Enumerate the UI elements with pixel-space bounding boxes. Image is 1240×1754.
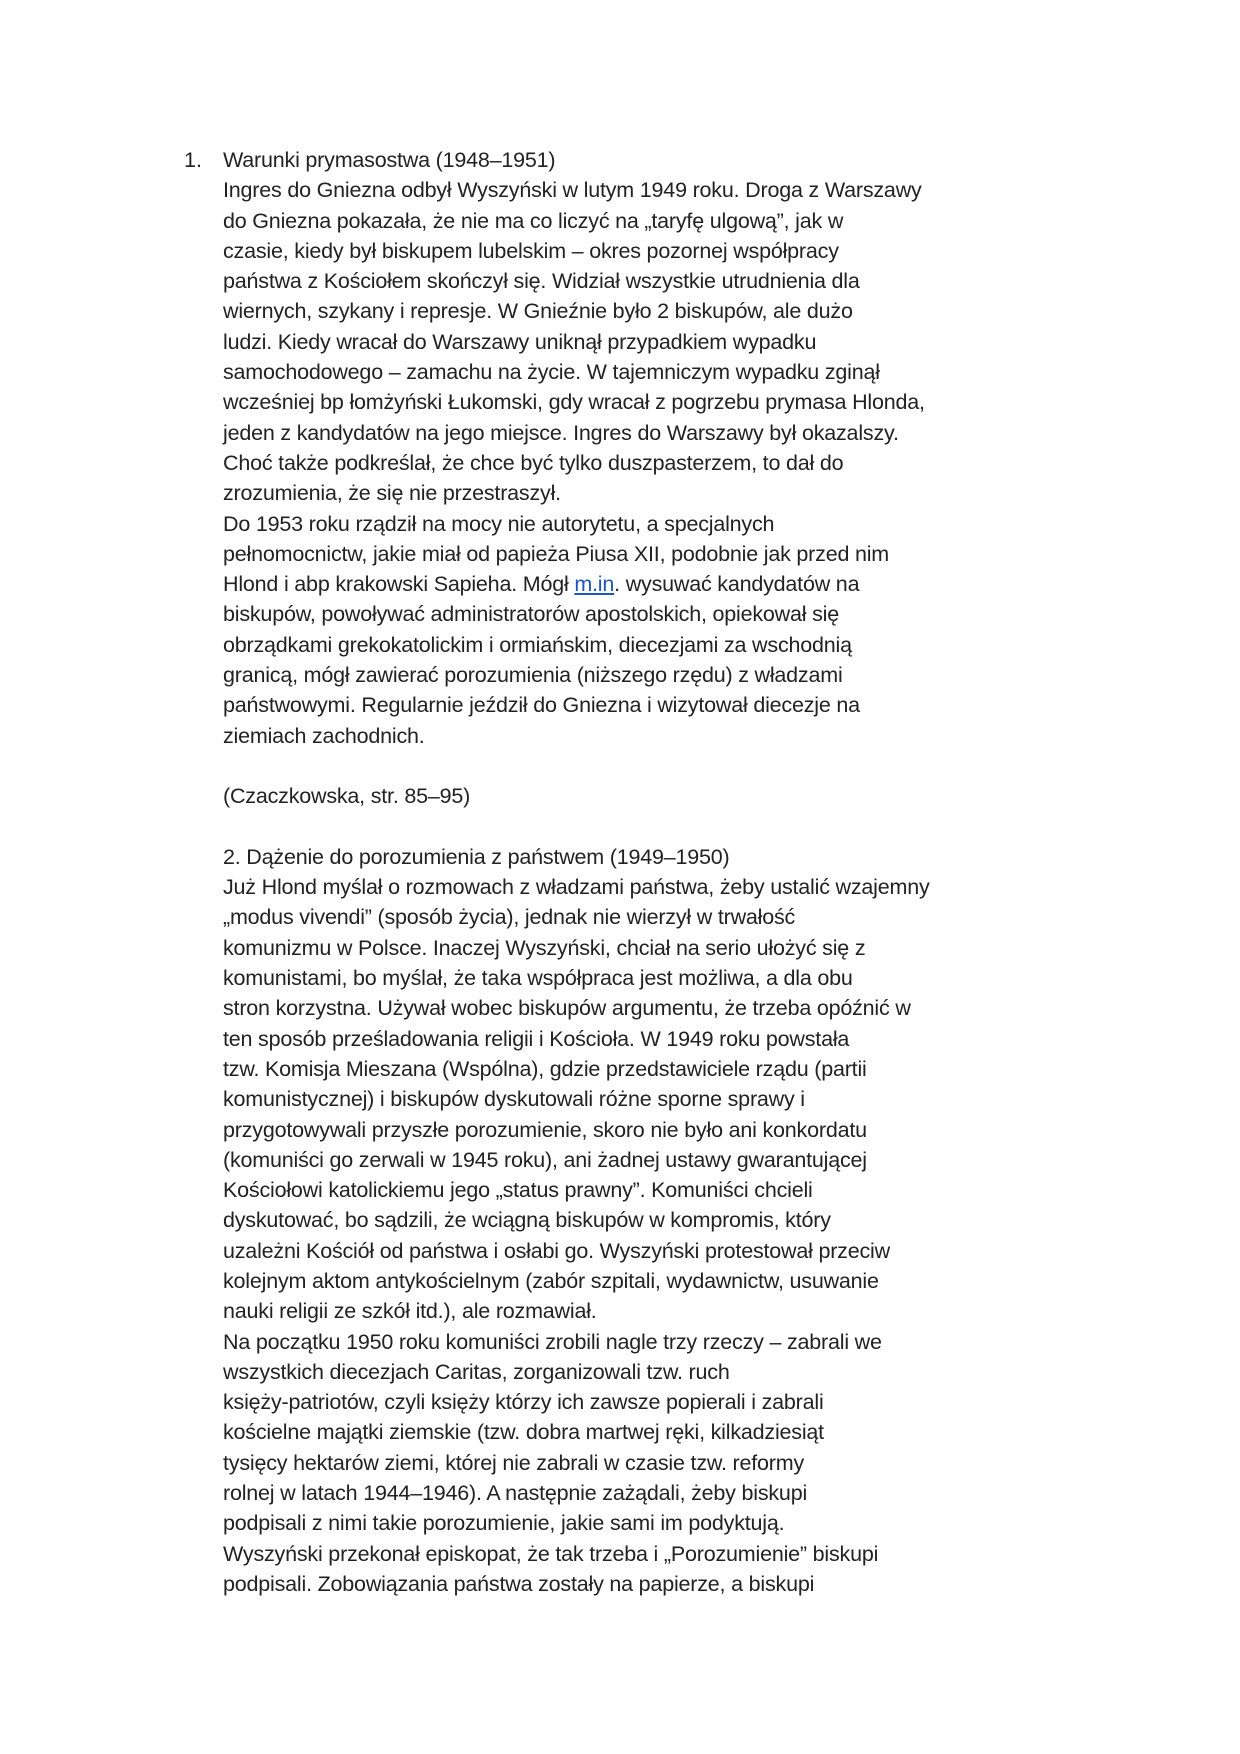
paragraph-line: podpisali. Zobowiązania państwa zostały na papierze, a biskupi	[223, 1571, 815, 1596]
paragraph-line: jeden z kandydatów na jego miejsce. Ingres do Warszawy był okazalszy.	[223, 420, 899, 445]
paragraph-line: księży-patriotów, czyli księży którzy ich zawsze popierali i zabrali	[223, 1390, 824, 1415]
paragraph-line: zrozumienia, że się nie przestraszył.	[223, 481, 561, 506]
citation: (Czaczkowska, str. 85–95)	[223, 784, 471, 809]
paragraph-line: granicą, mógł zawierać porozumienia (niższego rzędu) z władzami	[223, 663, 843, 688]
paragraph-line: rolnej w latach 1944–1946). A następnie zażądali, żeby biskupi	[223, 1481, 808, 1506]
paragraph-line: ziemiach zachodnich.	[223, 723, 425, 748]
paragraph-line: pełnomocnictw, jakie miał od papieża Piusa XII, podobnie jak przed nim	[223, 541, 890, 566]
paragraph-line: „modus vivendi” (sposób życia), jednak nie wierzył w trwałość	[223, 905, 796, 930]
list-number: 1.	[184, 148, 202, 172]
paragraph-line: do Gniezna pokazała, że nie ma co liczyć na „taryfę ulgową”, jak w	[223, 208, 844, 233]
paragraph-line: podpisali z nimi takie porozumienie, jakie sami im podyktują.	[223, 1511, 785, 1536]
paragraph-line: kościelne majątki ziemskie (tzw. dobra martwej ręki, kilkadziesiąt	[223, 1420, 824, 1445]
paragraph-line: czasie, kiedy był biskupem lubelskim – okres pozornej współpracy	[223, 238, 839, 263]
paragraph-line-with-link	[223, 569, 1023, 599]
paragraph-line: ludzi. Kiedy wracał do Warszawy uniknął przypadkiem wypadku	[223, 329, 817, 354]
paragraph-line: komunizmu w Polsce. Inaczej Wyszyński, chciał na serio ułożyć się z	[223, 935, 866, 960]
paragraph-line: państwowymi. Regularnie jeździł do Gniezna i wizytował diecezje na	[223, 693, 860, 718]
blank-line	[223, 751, 1023, 781]
section-heading: 2. Dążenie do porozumienia z państwem (1949–1950)	[223, 844, 730, 869]
paragraph-line: komunistycznej) i biskupów dyskutowali różne sporne sprawy i	[223, 1087, 805, 1112]
paragraph-line: wszystkich diecezjach Caritas, zorganizowali tzw. ruch	[223, 1359, 730, 1384]
paragraph-line: obrządkami grekokatolickim i ormiańskim, diecezjami za wschodnią	[223, 632, 852, 657]
min-link[interactable]: m.in	[574, 572, 615, 597]
paragraph-line: Kościołowi katolickiemu jego „status prawny”. Komuniści chcieli	[223, 1178, 813, 1203]
paragraph-line: samochodowego – zamachu na życie. W tajemniczym wypadku zginął	[223, 360, 880, 385]
paragraph-line: Już Hlond myślał o rozmowach z władzami państwa, żeby ustalić wzajemny	[223, 875, 930, 900]
paragraph-line: ten sposób prześladowania religii i Kościoła. W 1949 roku powstała	[223, 1026, 850, 1051]
blank-line	[223, 812, 1023, 842]
document-body	[223, 145, 1023, 1599]
text-before-link: Hlond i abp krakowski Sapieha. Mógł	[223, 572, 575, 597]
paragraph-line: wcześniej bp łomżyński Łukomski, gdy wracał z pogrzebu prymasa Hlonda,	[223, 390, 925, 415]
paragraph-line: tzw. Komisja Mieszana (Wspólna), gdzie przedstawiciele rządu (partii	[223, 1056, 867, 1081]
paragraph-line: Na początku 1950 roku komuniści zrobili nagle trzy rzeczy – zabrali we	[223, 1329, 882, 1354]
paragraph-line: Choć także podkreślał, że chce być tylko duszpasterzem, to dał do	[223, 450, 844, 475]
paragraph-line: dyskutować, bo sądzili, że wciągną biskupów w kompromis, który	[223, 1208, 831, 1233]
paragraph-line: (komuniści go zerwali w 1945 roku), ani żadnej ustawy gwarantującej	[223, 1147, 867, 1172]
section-2	[223, 842, 1023, 1599]
paragraph-line: Wyszyński przekonał episkopat, że tak trzeba i „Porozumienie” biskupi	[223, 1541, 879, 1566]
paragraph-line: stron korzystna. Używał wobec biskupów argumentu, że trzeba opóźnić w	[223, 996, 911, 1021]
section-heading: Warunki prymasostwa (1948–1951)	[223, 148, 556, 172]
paragraph-line: przygotowywali przyszłe porozumienie, skoro nie było ani konkordatu	[223, 1117, 867, 1142]
paragraph-line: nauki religii ze szkół itd.), ale rozmawiał.	[223, 1299, 597, 1324]
paragraph-line: biskupów, powoływać administratorów apostolskich, opiekował się	[223, 602, 839, 627]
paragraph-line: komunistami, bo myślał, że taka współpraca jest możliwa, a dla obu	[223, 966, 853, 991]
paragraph-line: wiernych, szykany i represje. W Gnieźnie było 2 biskupów, ale dużo	[223, 299, 853, 324]
paragraph-line: państwa z Kościołem skończył się. Widział wszystkie utrudnienia dla	[223, 269, 860, 294]
paragraph-line: Do 1953 roku rządził na mocy nie autorytetu, a specjalnych	[223, 511, 775, 536]
paragraph-line: uzależni Kościół od państwa i osłabi go. Wyszyński protestował przeciw	[223, 1238, 890, 1263]
section-1	[223, 145, 1023, 842]
paragraph-line: Ingres do Gniezna odbył Wyszyński w lutym 1949 roku. Droga z Warszawy	[223, 178, 922, 203]
paragraph-line: tysięcy hektarów ziemi, której nie zabrali w czasie tzw. reformy	[223, 1450, 805, 1475]
paragraph-line: kolejnym aktom antykościelnym (zabór szpitali, wydawnictw, usuwanie	[223, 1268, 879, 1293]
text-after-link: . wysuwać kandydatów na	[614, 572, 860, 597]
